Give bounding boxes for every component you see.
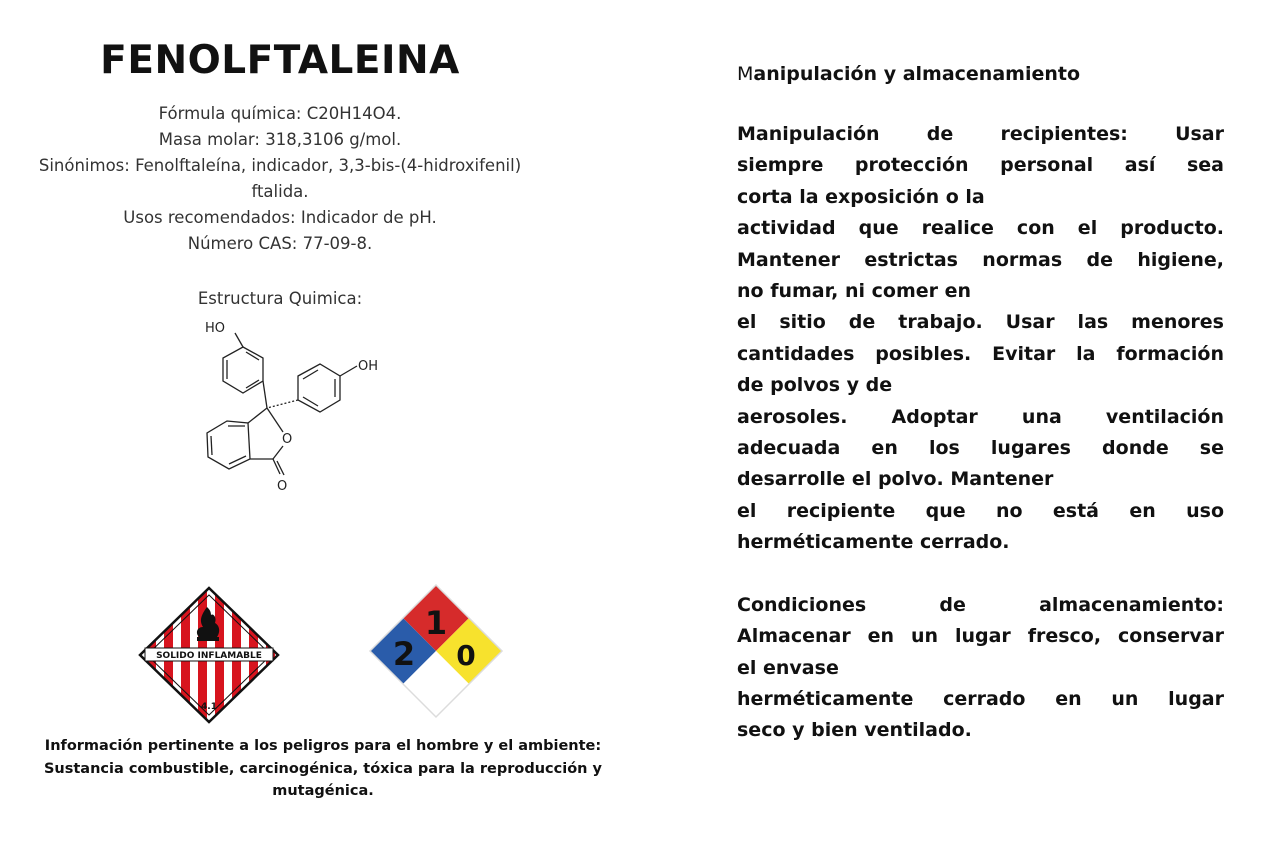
storage-paragraph [737,590,1224,747]
paragraph-line: Condiciones de almacenamiento: [737,593,1224,616]
carbonyl-oxygen-label: O [277,479,288,494]
section-heading-text: anipulación y almacenamiento [753,63,1081,85]
handling-paragraph [737,119,1224,559]
section-heading-initial: M [737,63,754,85]
paragraph-line: adecuada en los lugares donde se [737,437,1224,460]
hazard-class-label: 4.1 [201,702,217,712]
paragraph-line: herméticamente cerrado. [737,531,1010,554]
paragraph-line: seco y bien ventilado. [737,719,972,742]
right-column [737,60,1224,747]
hazard-line: Información pertinente a los peligros para el hombre y el ambiente: [44,738,602,754]
ring-oxygen-label: O [282,432,293,447]
paragraph-line: herméticamente cerrado en un lugar [737,687,1224,710]
paragraph-line: el recipiente que no está en uso [737,499,1224,522]
oh-label: OH [358,359,379,374]
paragraph-line: el envase [737,656,839,679]
paragraph-line: Manipulación de recipientes: Usar [737,123,1224,145]
hazard-sign-label: SOLIDO INFLAMABLE [156,651,262,661]
paragraph-line: siempre protección personal así sea [737,154,1224,177]
nfpa-health-value: 2 [392,635,416,673]
info-line: ftalida. [251,182,309,201]
paragraph-line: desarrolle el polvo. Mantener [737,468,1054,491]
ho-label: HO [205,321,226,336]
info-line: Fórmula química: C20H14O4. [158,104,402,123]
nfpa-flammability-value: 1 [424,604,448,642]
hazard-line: Sustancia combustible, carcinogénica, tóxica para la reproducción y [43,760,603,777]
paragraph-line: cantidades posibles. Evitar la formación [737,342,1224,365]
paragraph-line: de polvos y de [737,374,893,397]
paragraph-line: corta la exposición o la [737,185,985,208]
paragraph-line: Almacenar en un lugar fresco, conservar [737,625,1224,648]
left-column [0,0,603,853]
hazard-line: mutagénica. [272,783,374,799]
chemical-structure-image [195,316,395,496]
info-line: Masa molar: 318,3106 g/mol. [158,130,402,149]
info-line: Número CAS: 77-09-8. [187,234,373,253]
chemical-info [10,101,550,257]
nfpa-diamond [368,583,504,719]
paragraph-line: aerosoles. Adoptar una ventilación [737,405,1224,428]
section-heading [737,60,1224,88]
paragraph-line: el sitio de trabajo. Usar las menores [737,311,1224,334]
info-line: Sinónimos: Fenolftaleína, indicador, 3,3-bis-(4-hidroxifenil) [38,156,522,175]
paragraph-line: actividad que realice con el producto. [737,217,1224,240]
flammable-solid-hazard-sign [137,585,281,725]
info-line: Usos recomendados: Indicador de pH. [123,208,437,227]
page-title: FENOLFTALEINA [100,38,460,83]
nfpa-reactivity-value: 0 [456,639,476,672]
paragraph-line: no fumar, ni comer en [737,280,972,303]
paragraph-line: Mantener estrictas normas de higiene, [737,248,1224,271]
structure-label: Estructura Quimica: [197,289,363,308]
hazard-information [18,735,628,803]
